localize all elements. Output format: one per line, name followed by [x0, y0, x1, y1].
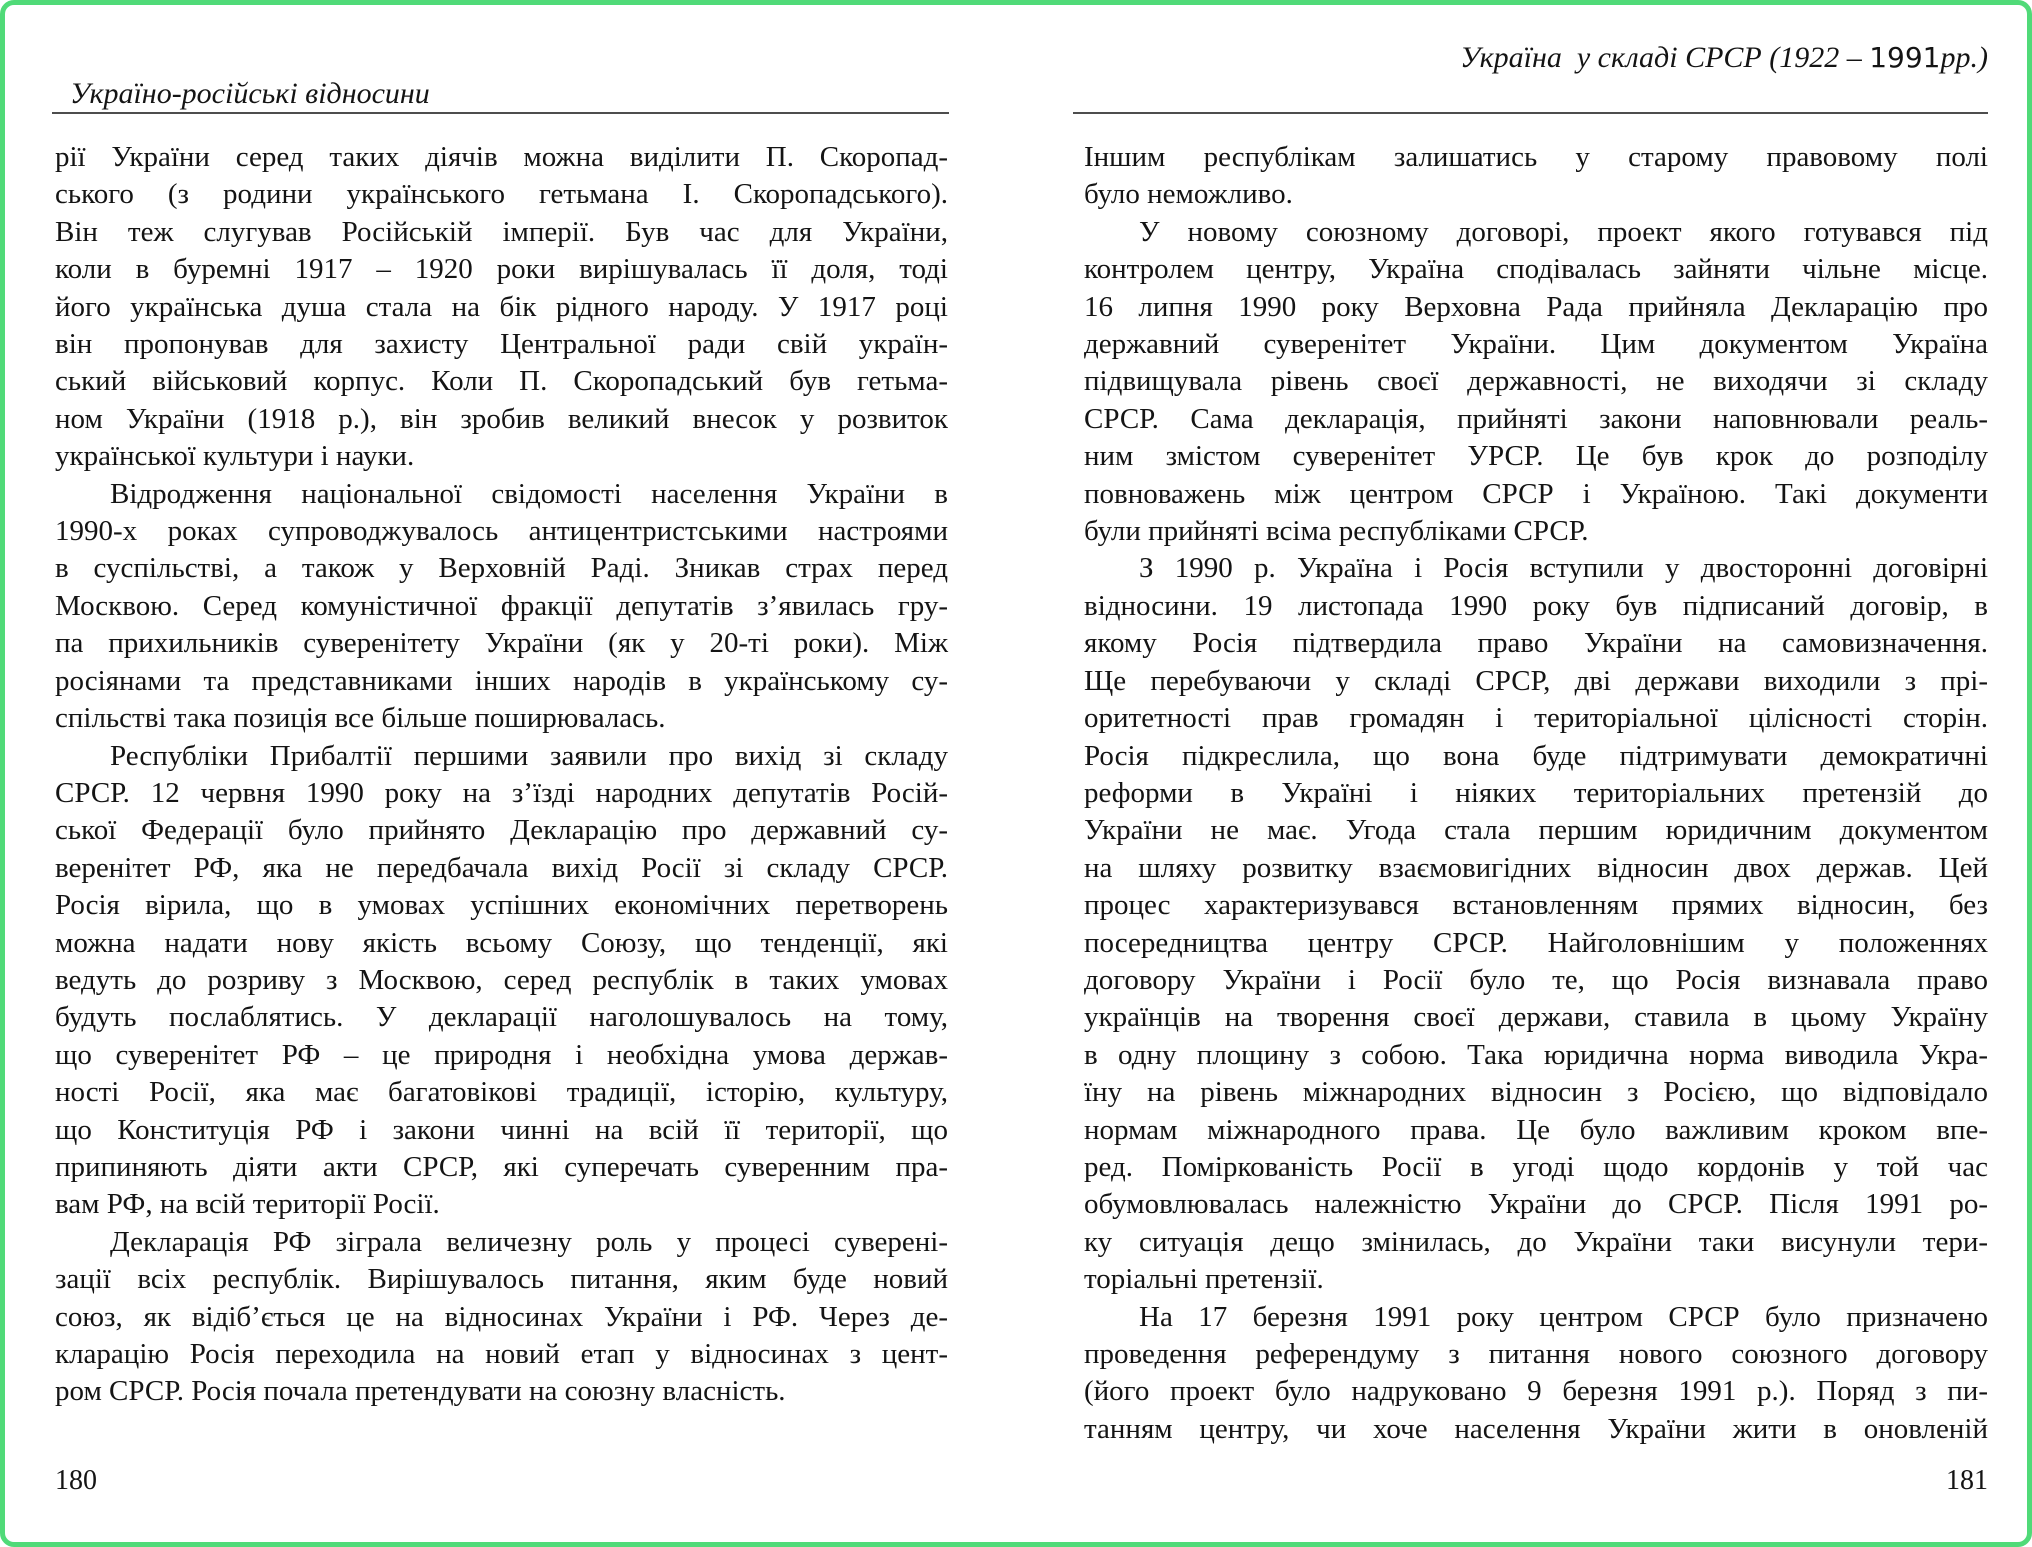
text-line: його українська душа стала на бік рідного народу. У 1917 році — [55, 290, 948, 323]
text-line: Росія підкреслила, що вона буде підтримувати демократичні — [1084, 739, 1988, 772]
text-line: танням центру, чи хоче населення України жити в оновленій — [1084, 1412, 1988, 1445]
text-line: обумовлювалась належністю України до СРСР. Після 1991 ро- — [1084, 1188, 1988, 1221]
text-line: торіальні претензії. — [1084, 1263, 1324, 1296]
text-line: спільстві така позиція все більше поширювалась. — [55, 702, 666, 735]
text-line: ку ситуація дещо змінилась, до України таки висунули тери- — [1084, 1225, 1988, 1258]
text-line: ського (з родини українського гетьмана І. Скоропадського). — [55, 178, 948, 211]
text-line: припиняють діяти акти СРСР, які суперечать суверенним пра- — [55, 1150, 948, 1183]
text-line: веренітет РФ, яка не передбачала вихід Росії зі складу СРСР. — [55, 851, 948, 884]
text-line: ський військовий корпус. Коли П. Скоропадський був гетьма- — [55, 365, 948, 398]
text-line: 1990-х роках супроводжувалось антицентристськими настроями — [55, 515, 948, 548]
text-line: вам РФ, на всій території Росії. — [55, 1188, 440, 1221]
text-line: ним змістом суверенітет УРСР. Це був крок до розподілу — [1084, 440, 1988, 473]
paragraph — [1084, 214, 1988, 551]
paragraph — [55, 738, 948, 1224]
page-right-body — [1084, 139, 1988, 1448]
paragraph — [1084, 1299, 1988, 1449]
text-line: підвищувала рівень своєї державності, не виходячи зі складу — [1084, 365, 1988, 398]
text-line: коли в буремні 1917 – 1920 роки вирішувалась її доля, тоді — [55, 253, 948, 286]
running-header-right-year: 1991 — [1869, 41, 1941, 74]
paragraph — [55, 139, 948, 476]
text-line: ром СРСР. Росія почала претендувати на союзну власність. — [55, 1375, 786, 1408]
text-line: Декларація РФ зіграла величезну роль у процесі суверені- — [110, 1225, 948, 1258]
text-line: Ще перебуваючи у складі СРСР, дві держави виходили з прі- — [1084, 664, 1988, 697]
text-line: ведуть до розриву з Москвою, серед республік в таких умовах — [55, 963, 948, 996]
text-line: посередництва центру СРСР. Найголовнішим у положеннях — [1084, 926, 1988, 959]
text-line: У новому союзному договорі, проект якого готувався під — [1139, 215, 1988, 248]
paragraph — [1084, 550, 1988, 1298]
running-header-right-prefix: Україна у складі СРСР (1922 – — [1460, 41, 1870, 74]
text-line: можна надати нову якість всьому Союзу, що тенденції, які — [55, 926, 948, 959]
text-line: зації всіх республік. Вирішувалось питання, яким буде новий — [55, 1263, 948, 1296]
text-line: Іншим республікам залишатись у старому правовому полі — [1084, 141, 1988, 173]
text-line: ред. Поміркованість Росії в угоді щодо кордонів у той час — [1084, 1150, 1988, 1183]
text-line: на шляху розвитку взаємовигідних відносин двох держав. Цей — [1084, 851, 1988, 884]
paragraph — [55, 476, 948, 738]
text-line: 16 липня 1990 року Верховна Рада прийняла Декларацію про — [1084, 290, 1988, 323]
text-line: державний суверенітет України. Цим документом Україна — [1084, 328, 1988, 361]
running-header-left — [55, 40, 430, 112]
text-line: Москвою. Серед комуністичної фракції депутатів з’явилась гру- — [55, 589, 948, 622]
text-line: їну на рівень міжнародних відносин з Росією, що відповідало — [1084, 1076, 1988, 1109]
text-line: па прихильників суверенітету України (як у 20-ті роки). Між — [55, 627, 948, 660]
header-rule-left — [52, 112, 949, 114]
text-line: кларацію Росія переходила на новий етап у відносинах з цент- — [55, 1338, 948, 1370]
text-line: СРСР. 12 червня 1990 року на з’їзді народних депутатів Росій- — [55, 776, 948, 809]
text-line: ності Росії, яка має багатовікові традиції, історію, культуру, — [55, 1076, 948, 1109]
text-line: української культури і науки. — [55, 440, 415, 473]
text-line: що суверенітет РФ – це природня і необхідна умова держав- — [55, 1038, 948, 1071]
text-line: З 1990 р. Україна і Росія вступили у двосторонні договірні — [1139, 552, 1988, 585]
text-line: СРСР. Сама декларація, прийняті закони наповнювали реаль- — [1084, 402, 1988, 435]
text-line: відносини. 19 листопада 1990 року був підписаний договір, в — [1084, 589, 1988, 622]
text-line: що Конституція РФ і закони чинні на всій її території, що — [55, 1113, 948, 1146]
text-line: українців на творення своєї держави, ставила в цьому Україну — [1084, 1001, 1988, 1034]
text-line: нормам міжнародного права. Це було важливим кроком впе- — [1084, 1113, 1988, 1146]
text-line: повноважень між центром СРСР і Україною. Такі документи — [1084, 477, 1988, 510]
text-line: оритетності прав громадян і територіальної цілісності сторін. — [1084, 702, 1988, 735]
text-line: було неможливо. — [1084, 178, 1293, 211]
text-line: ської Федерації було прийнято Декларацію про державний су- — [55, 814, 948, 847]
text-line: реформи в Україні і ніяких територіальних претензій до — [1084, 776, 1988, 809]
text-line: України не має. Угода стала першим юридичним документом — [1084, 814, 1988, 847]
text-line: (його проект було надруковано 9 березня 1991 р.). Поряд з пи- — [1084, 1375, 1988, 1408]
text-line: союз, як відіб’ється це на відносинах України і РФ. Через де- — [55, 1300, 948, 1333]
running-header-left-text: Україно-російські відносини — [70, 77, 430, 110]
running-header-right-suffix: рр.) — [1940, 41, 1988, 74]
paragraph — [55, 1224, 948, 1411]
page-number-left: 180 — [55, 1465, 97, 1496]
text-line: були прийняті всіма республіками СРСР. — [1084, 515, 1589, 548]
text-line: якому Росія підтвердила право України на самовизначення. — [1084, 627, 1988, 660]
paragraph — [1084, 139, 1988, 214]
text-line: проведення референдуму з питання нового союзного договору — [1084, 1338, 1988, 1370]
text-line: будуть послаблятись. У декларації наголошувалось на тому, — [55, 1001, 948, 1034]
text-line: Він теж слугував Російській імперії. Був час для України, — [55, 215, 948, 248]
text-line: Республіки Прибалтії першими заявили про вихід зі складу — [110, 739, 948, 772]
page-left-body — [55, 139, 948, 1411]
text-line: рії України серед таких діячів можна виділити П. Скоропад- — [55, 141, 948, 173]
text-line: Росія вірила, що в умовах успішних економічних перетворень — [55, 889, 948, 922]
text-line: Відродження національної свідомості населення України в — [110, 477, 948, 510]
text-line: ном України (1918 р.), він зробив великий внесок у розвиток — [55, 402, 948, 435]
text-line: в одну площину з собою. Така юридична норма виводила Укра- — [1084, 1038, 1988, 1071]
text-line: На 17 березня 1991 року центром СРСР було призначено — [1139, 1300, 1988, 1333]
text-line: росіянами та представниками інших народів в українському су- — [55, 664, 948, 697]
running-header-right — [1084, 40, 1988, 76]
text-line: процес характеризувався встановленням прямих відносин, без — [1084, 889, 1988, 922]
header-rule-right — [1073, 112, 1988, 114]
text-line: договору України і Росії було те, що Росія визнавала право — [1084, 963, 1988, 996]
text-line: він пропонував для захисту Центральної ради свій україн- — [55, 328, 948, 361]
text-line: контролем центру, Україна сподівалась зайняти чільне місце. — [1084, 253, 1988, 286]
page-number-right: 181 — [1946, 1465, 1988, 1496]
text-line: в суспільстві, а також у Верховній Раді. Зникав страх перед — [55, 552, 948, 585]
